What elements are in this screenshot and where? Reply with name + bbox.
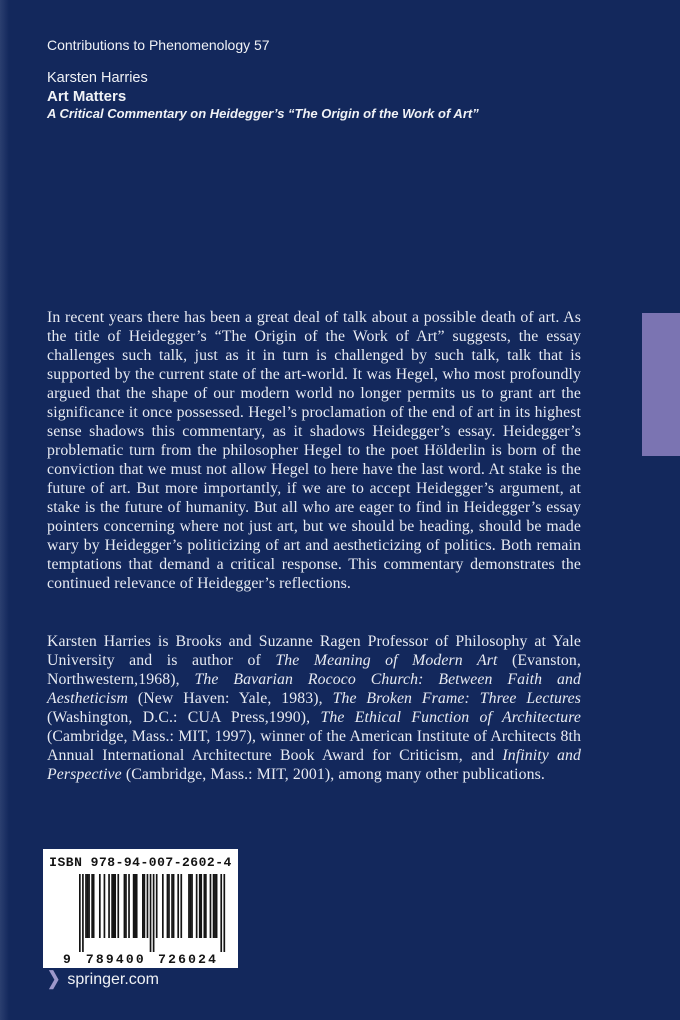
book-subtitle: A Critical Commentary on Heidegger’s “The Origin of the Work of Art” bbox=[47, 106, 479, 121]
svg-text:789400: 789400 bbox=[85, 952, 146, 967]
blurb-text: In recent years there has been a great deal of talk about a possible death of art. As the title of Heidegger’s “The Origin of the Work of Art” suggests, the essay challenges such talk, just as it in turn is challenged by such talk, talk that is supported by the current state of the art-world. It was Hegel, who most profoundly argued that the shape of our modern world no longer permits us to grant art the significance it once possessed. Hegel’s proclamation of the end of art in its highest sense shadows this commentary, as it shadows Heidegger’s essay. Heidegger’s problematic turn from the philosopher Hegel to the poet Hölderlin is born of the conviction that we must not allow Hegel to here have the last word. At stake is the future of art. But more importantly, if we are to accept Heidegger’s argument, at stake is the future of humanity. But all who are eager to find in Heidegger’s essay pointers concerning where not just art, but we should be heading, should be made wary by Heidegger’s politicizing of art and aestheticizing of politics. Both remain temptations that demand a critical response. This commentary demonstrates the continued relevance of Heidegger’s reflections. bbox=[47, 309, 581, 592]
springer-url: springer.com bbox=[67, 971, 159, 988]
isbn-barcode-box bbox=[43, 849, 238, 968]
svg-text:9: 9 bbox=[62, 952, 73, 967]
author-name: Karsten Harries bbox=[47, 70, 148, 86]
book-title: Art Matters bbox=[47, 88, 127, 105]
spine-color-tab bbox=[642, 313, 680, 456]
ean13-barcode-icon bbox=[62, 874, 225, 967]
springer-footer bbox=[47, 970, 159, 990]
author-bio: Karsten Harries is Brooks and Suzanne Ragen Professor of Philosophy at Yale University and is author of The Meaning of Modern Art (Evanston, Northwestern,1968), The Bavarian Rococo Church: Between Faith and Aestheticism (New Haven: Yale, 1983), The Broken Frame: Three Lectures (Washington, D.C.: CUA Press,1990), The Ethical Function of Architecture (Cambridge, Mass.: MIT, 1997), winner of the American Institute of Architects 8th Annual International Architecture Book Award for Criticism, and Infinity and Perspective (Cambridge, Mass.: MIT, 2001), among many other publications. bbox=[47, 633, 582, 783]
series-title: Contributions to Phenomenology 57 bbox=[47, 37, 270, 53]
svg-text:726024: 726024 bbox=[158, 952, 219, 967]
isbn-label: ISBN 978-94-007-2602-4 bbox=[49, 855, 232, 870]
chevron-right-icon: ❯ bbox=[47, 969, 61, 990]
